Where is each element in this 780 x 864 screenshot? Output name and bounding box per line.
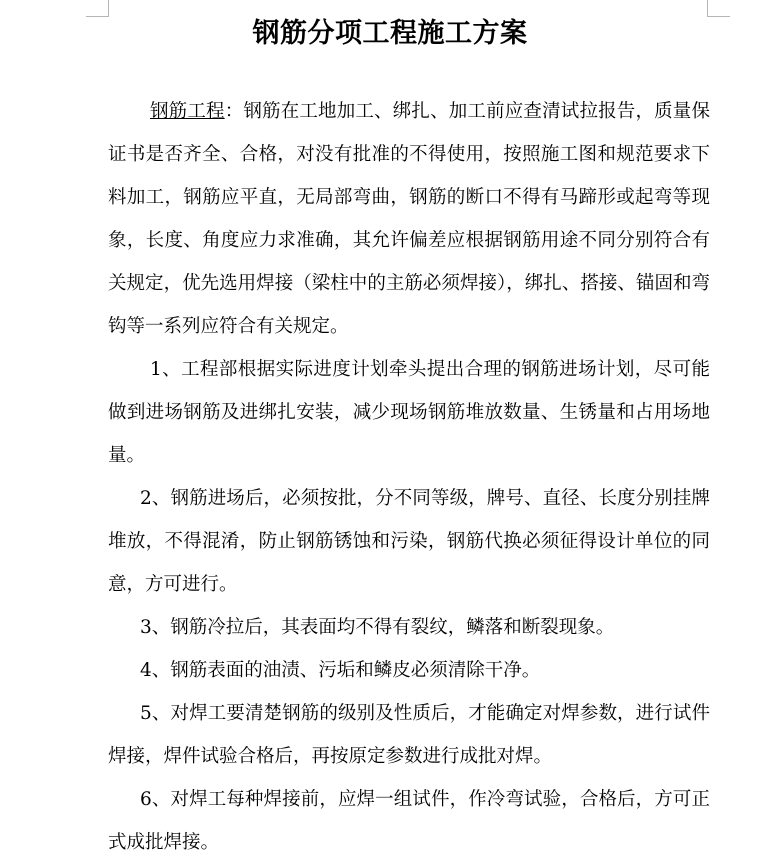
item-paragraph-4: 4、钢筋表面的油渍、污垢和鳞皮必须清除干净。 — [140, 660, 541, 681]
intro-paragraph — [108, 90, 710, 348]
item-paragraph-2: 2、钢筋进场后，必须按批，分不同等级，牌号、直径、长度分别挂牌堆放，不得混淆，防止钢筋锈蚀和污染，钢筋代换必须征得设计单位的同意，方可进行。 — [108, 488, 710, 595]
item-paragraph-1: 1、工程部根据实际进度计划牵头提出合理的钢筋进场计划，尽可能做到进场钢筋及进绑扎安装，减少现场钢筋堆放数量、生锈量和占用场地量。 — [108, 359, 710, 466]
item-paragraph-5: 5、对焊工要清楚钢筋的级别及性质后，才能确定对焊参数，进行试件焊接，焊件试验合格后，再按原定参数进行成批对焊。 — [108, 703, 710, 767]
item-paragraph-3: 3、钢筋冷拉后，其表面均不得有裂纹，鳞落和断裂现象。 — [140, 617, 615, 638]
document-body — [108, 90, 710, 864]
intro-text: ：钢筋在工地加工、绑扎、加工前应查清试拉报告，质量保证书是否齐全、合格，对没有批准的不得使用，按照施工图和规范要求下料加工，钢筋应平直，无局部弯曲，钢筋的断口不得有马蹄形或起弯等现象，长度、角度应力求准确，其允许偏差应根据钢筋用途不同分别符合有关规定，优先选用焊接（梁柱中的主筋必须焊接），绑扎、搭接、锚固和弯钩等一系列应符合有关规定。 — [108, 101, 710, 337]
document-title: 钢筋分项工程施工方案 — [252, 18, 528, 49]
item-paragraph-6: 6、对焊工每种焊接前，应焊一组试件，作冷弯试验，合格后，方可正式成批焊接。 — [108, 789, 710, 853]
intro-term: 钢筋工程 — [150, 101, 225, 122]
